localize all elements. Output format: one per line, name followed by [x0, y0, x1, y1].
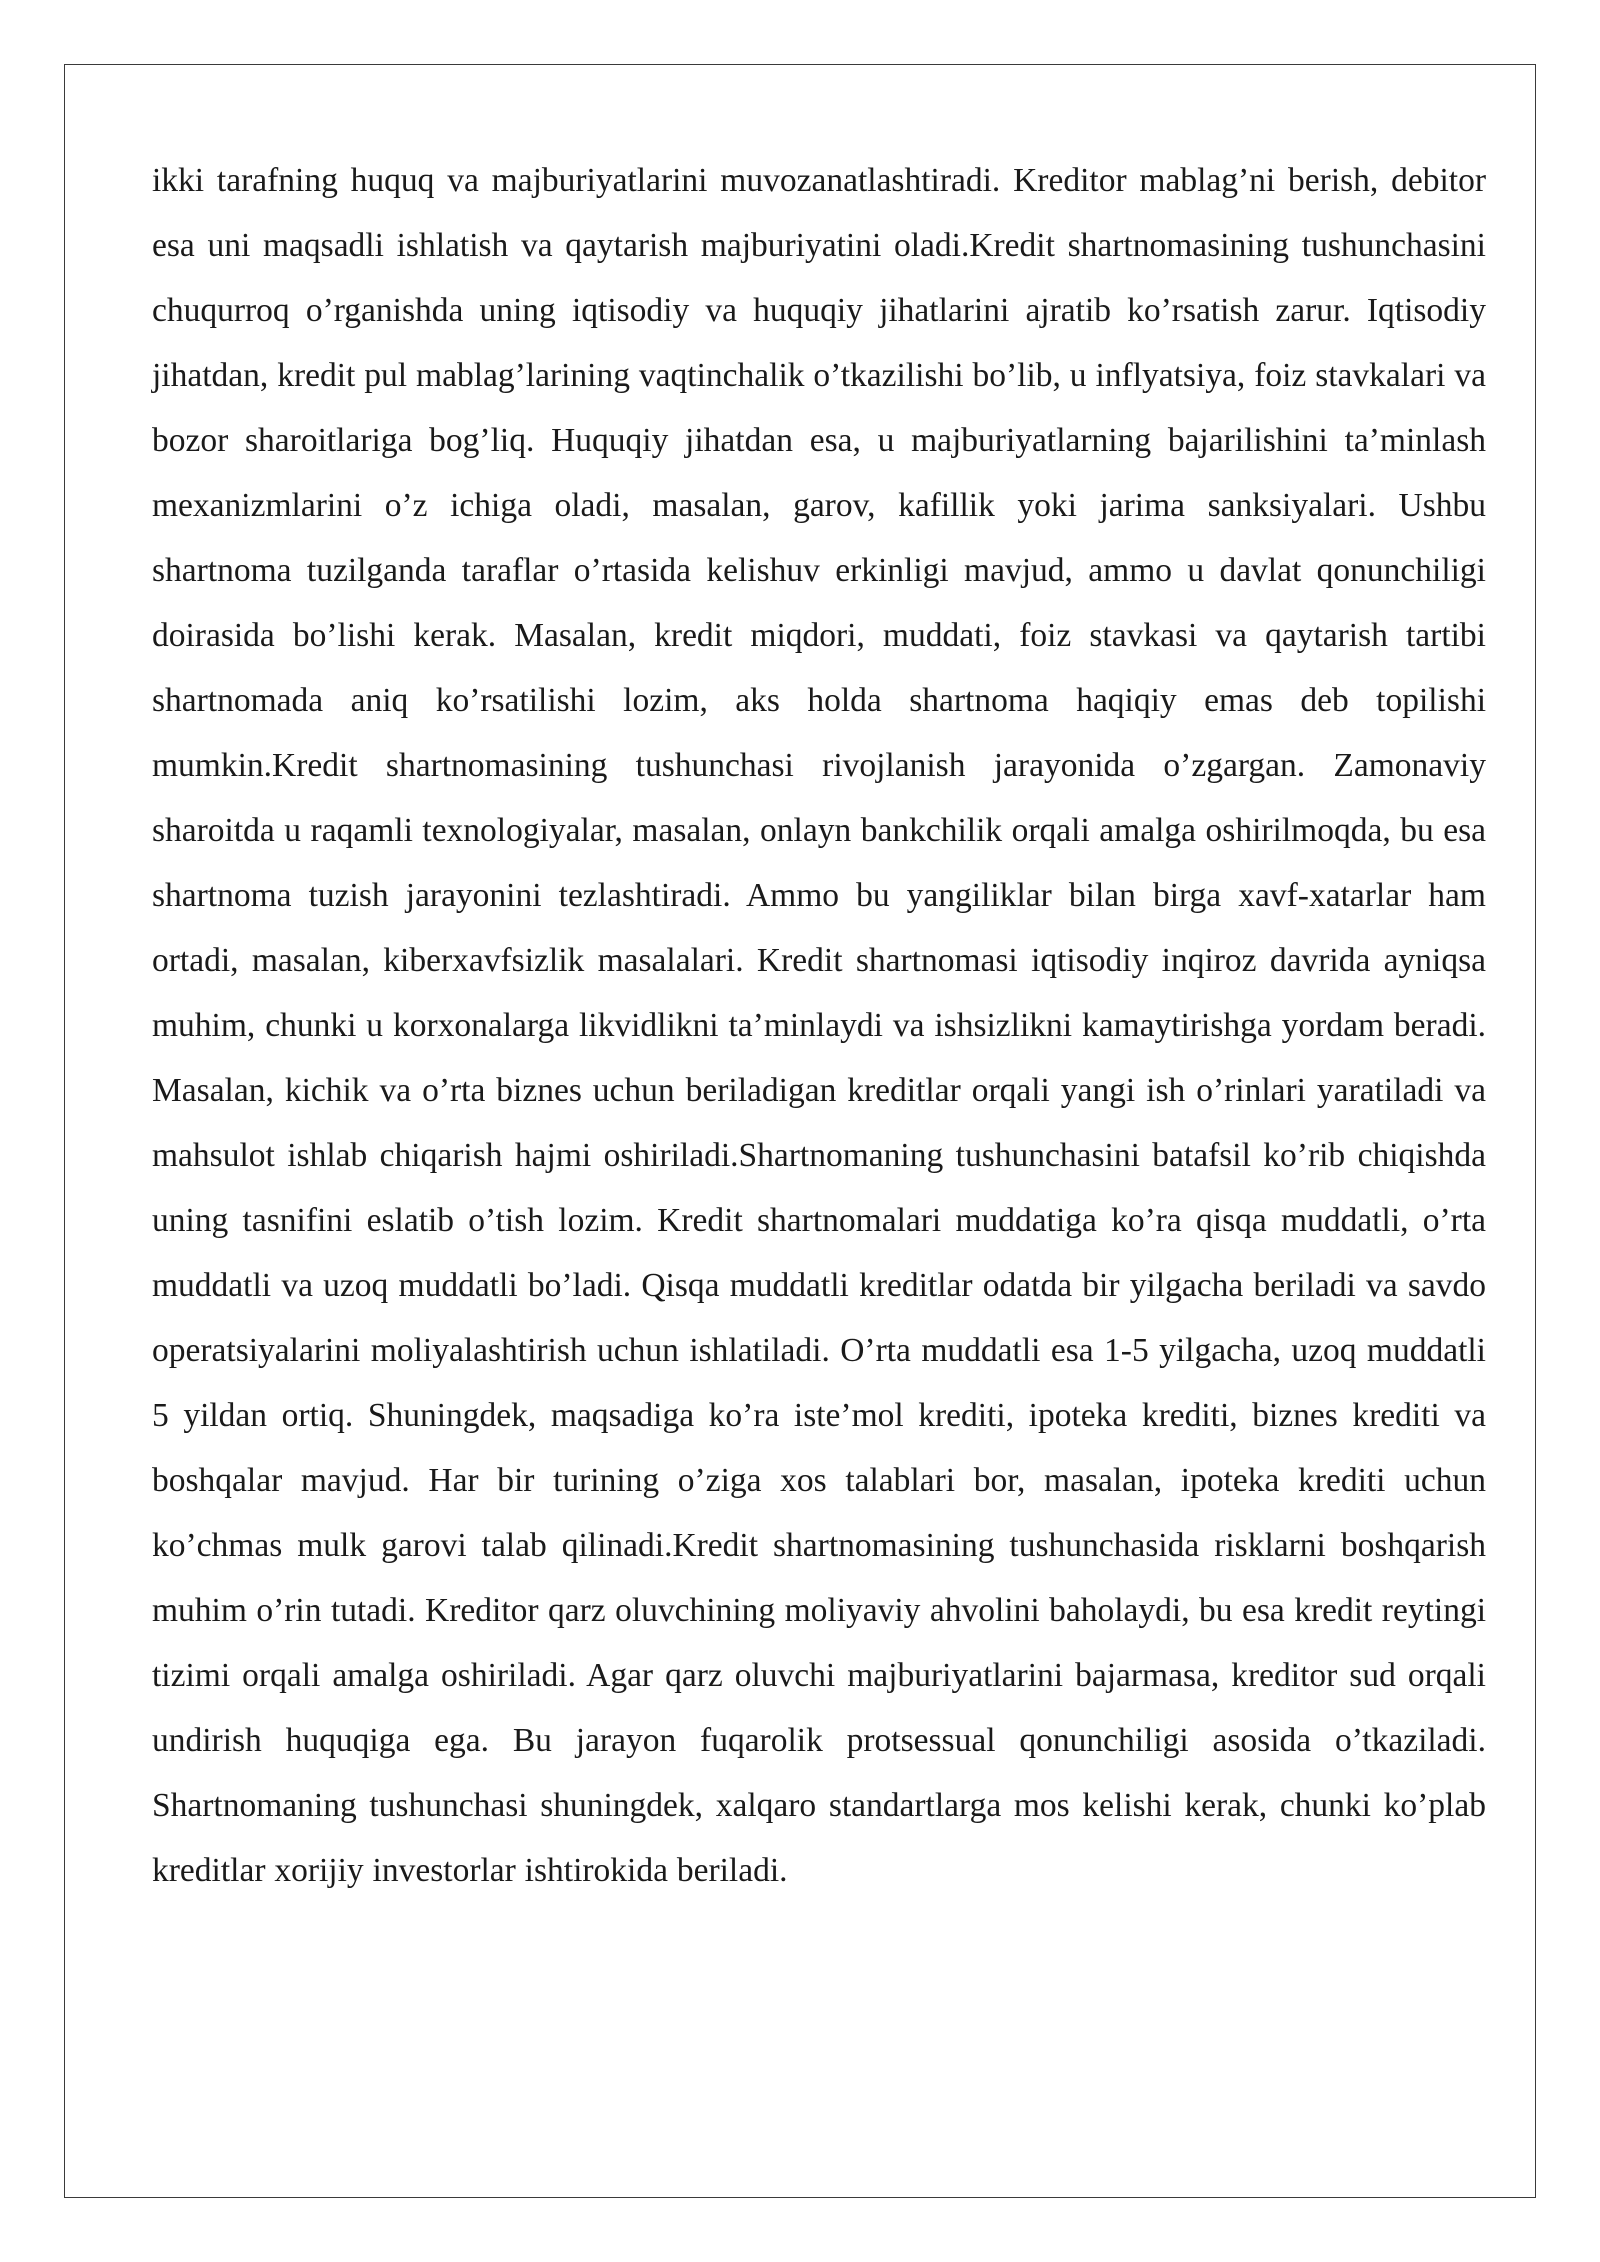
body-paragraph: ikki tarafning huquq va majburiyatlarini muvozanatlashtiradi. Kreditor mablag’ni berish, debitor esa uni maqsadli ishlatish va qaytarish majburiyatini oladi.Kredit shartnomasining tushunchasini chuqurroq o’rganishda uning iqtisodiy va huquqiy jihatlarini ajratib ko’rsatish zarur. Iqtisodiy jihatdan, kredit pul mablag’larining vaqtinchalik o’tkazilishi bo’lib, u inflyatsiya, foiz stavkalari va bozor sharoitlariga bog’liq. Huquqiy jihatdan esa, u majburiyatlarning bajarilishini ta’minlash mexanizmlarini o’z ichiga oladi, masalan, garov, kafillik yoki jarima sanksiyalari. Ushbu shartnoma tuzilganda taraflar o’rtasida kelishuv erkinligi mavjud, ammo u davlat qonunchiligi doirasida bo’lishi kerak. Masalan, kredit miqdori, muddati, foiz stavkasi va qaytarish tartibi shartnomada aniq ko’rsatilishi lozim, aks holda shartnoma haqiqiy emas deb topilishi mumkin.Kredit shartnomasining tushunchasi rivojlanish jarayonida o’zgargan. Zamonaviy sharoitda u raqamli texnologiyalar, masalan, onlayn bankchilik orqali amalga oshirilmoqda, bu esa shartnoma tuzish jarayonini tezlashtiradi. Ammo bu yangiliklar bilan birga xavf-xatarlar ham ortadi, masalan, kiberxavfsizlik masalalari. Kredit shartnomasi iqtisodiy inqiroz davrida ayniqsa muhim, chunki u korxonalarga likvidlikni ta’minlaydi va ishsizlikni kamaytirishga yordam beradi. Masalan, kichik va o’rta biznes uchun beriladigan kreditlar orqali yangi ish o’rinlari yaratiladi va mahsulot ishlab chiqarish hajmi oshiriladi.Shartnomaning tushunchasini batafsil ko’rib chiqishda uning tasnifini eslatib o’tish lozim. Kredit shartnomalari muddatiga ko’ra qisqa muddatli, o’rta muddatli va uzoq muddatli bo’ladi. Qisqa muddatli kreditlar odatda bir yilgacha beriladi va savdo operatsiyalarini moliyalashtirish uchun ishlatiladi. O’rta muddatli esa 1-5 yilgacha, uzoq muddatli 5 yildan ortiq. Shuningdek, maqsadiga ko’ra iste’mol krediti, ipoteka krediti, biznes krediti va boshqalar mavjud. Har bir turining o’ziga xos talablari bor, masalan, ipoteka krediti uchun ko’chmas mulk garovi talab qilinadi.Kredit shartnomasining tushunchasida risklarni boshqarish muhim o’rin tutadi. Kreditor qarz oluvchining moliyaviy ahvolini baholaydi, bu esa kredit reytingi tizimi orqali amalga oshiriladi. Agar qarz oluvchi majburiyatlarini bajarmasa, kreditor sud orqali undirish huquqiga ega. Bu jarayon fuqarolik protsessual qonunchiligi asosida o’tkaziladi. Shartnomaning tushunchasi shuningdek, xalqaro standartlarga mos kelishi kerak, chunki ko’plab kreditlar xorijiy investorlar ishtirokida beriladi.: [152, 162, 1486, 1889]
